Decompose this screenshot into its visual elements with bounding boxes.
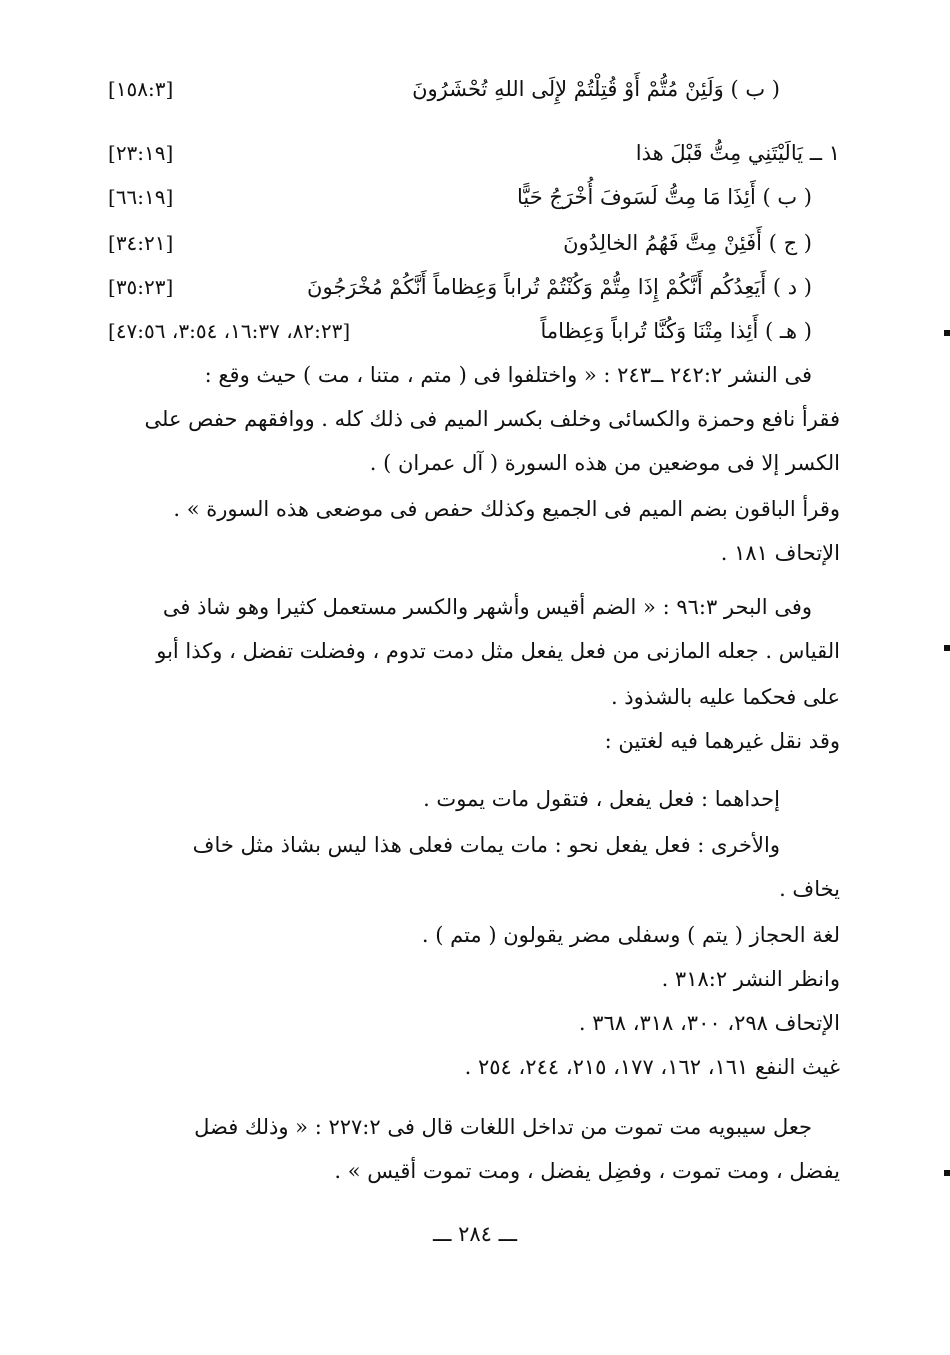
body-line [108,870,840,908]
body-line [108,678,840,716]
scan-mark [944,645,950,651]
verse-text: ( ب ) أَئِذَا مَا مِتُّ لَسَوفَ أُخْرَجُ حَيًّا [516,185,812,209]
body-text: فقرأ نافع وحمزة والكسائى وخلف بكسر الميم فى ذلك كله . ووافقهم حفص على [144,407,840,431]
body-line [108,1108,840,1146]
body-text: الكسر إلا فى موضعين من هذه السورة ( آل عمران ) . [369,451,840,475]
body-line [108,632,840,670]
body-text: والأخرى : فعل يفعل نحو : مات يمات فعلى هذا ليس بشاذ مثل خاف [192,833,780,857]
body-text: الإتحاف ٢٩٨، ٣٠٠، ٣١٨، ٣٦٨ . [578,1011,840,1035]
body-text: لغة الحجاز ( يتم ) وسفلى مضر يقولون ( متم ) . [421,923,840,947]
verse-text: ( د ) أَيَعِدُكُم أَنَّكُمْ إِذَا مِتُّمْ وَكُنْتُمْ تُراباً وَعِظاماً أَنَّكُمْ مُخْرَجُونَ [307,275,812,299]
body-text: يفضل ، ومت تموت ، وفضِل يفضل ، ومت تموت أقيس » . [334,1159,840,1183]
verse-text: ( هـ ) أَئِذا مِتْنَا وَكُنَّا تُراباً وَعِظاماً [540,319,812,343]
verse-line [108,70,840,108]
verse-line [108,312,840,350]
body-text: غيث النفع ١٦١، ١٦٢، ١٧٧، ٢١٥، ٢٤٤، ٢٥٤ . [464,1055,840,1079]
body-line [108,490,840,528]
verse-line [108,134,840,172]
body-line [108,534,840,572]
body-line [108,826,840,864]
body-text: فى النشر ٢٤٢:٢ ــ٢٤٣ : « واختلفوا فى ( متم ، متنا ، مت ) حيث وقع : [204,363,812,387]
body-text: وفى البحر ٩٦:٣ : « الضم أقيس وأشهر والكسر مستعمل كثيرا وهو شاذ فى [162,595,812,619]
body-text: وانظر النشر ٣١٨:٢ . [661,967,840,991]
scan-mark [944,1170,950,1176]
body-line [108,916,840,954]
body-text: وقد نقل غيرهما فيه لغتين : [604,729,840,753]
verse-text: ( ج ) أَفَئِنْ مِتَّ فَهُمُ الخالِدُونَ [563,231,812,255]
verse-reference: [٣٤:٢١] [108,231,174,255]
body-line [108,1048,840,1086]
verse-reference: [٨٢:٢٣، ١٦:٣٧، ٣:٥٤، ٤٧:٥٦] [108,319,351,343]
verse-line [108,224,840,262]
page-number: ـــ ٢٨٤ ـــ [432,1222,518,1246]
body-text: القياس . جعله المازنى من فعل يفعل مثل دمت تدوم ، وفضلت تفضل ، وكذا أبو [156,639,840,663]
scan-mark [944,330,950,336]
verse-line [108,178,840,216]
verse-reference: [١٥٨:٣] [108,77,174,101]
body-text: على فحكما عليه بالشذوذ . [610,685,840,709]
body-line [108,780,840,818]
body-line [108,400,840,438]
body-line [108,1004,840,1042]
body-line [108,1152,840,1190]
body-line [108,960,840,998]
body-line [108,722,840,760]
body-line [108,444,840,482]
body-line [108,588,840,626]
body-text: يخاف . [779,877,840,901]
body-text: وقرأ الباقون بضم الميم فى الجميع وكذلك حفص فى موضعى هذه السورة » . [173,497,840,521]
body-text: الإتحاف ١٨١ . [720,541,840,565]
body-line [108,356,840,394]
verse-text: ١ ــ يَالَيْتَنِي مِتُّ قَبْلَ هذا [635,141,840,165]
body-text: إحداهما : فعل يفعل ، فتقول مات يموت . [423,787,780,811]
verse-reference: [٦٦:١٩] [108,185,174,209]
verse-text: ( ب ) وَلَئِنْ مُتُّمْ أَوْ قُتِلْتُمْ لإِلَى اللهِ تُحْشَرُونَ [412,77,780,101]
verse-line [108,268,840,306]
verse-reference: [٣٥:٢٣] [108,275,174,299]
body-text: جعل سيبويه مت تموت من تداخل اللغات قال فى ٢٢٧:٢ : « وذلك فضل [194,1115,812,1139]
verse-reference: [٢٣:١٩] [108,141,174,165]
